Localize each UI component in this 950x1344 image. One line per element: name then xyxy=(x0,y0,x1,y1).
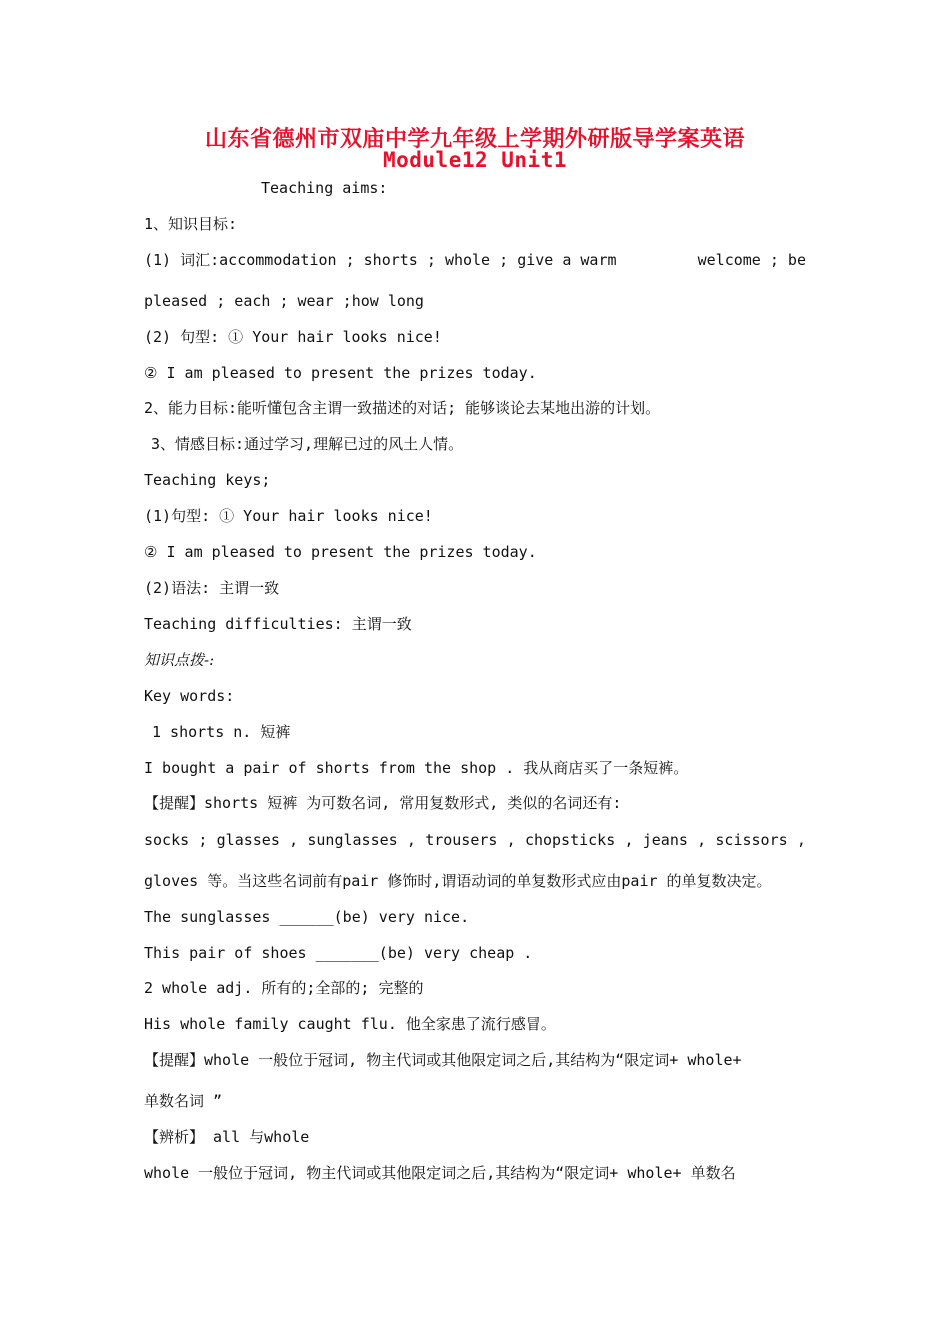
vocab-line-1-words xyxy=(144,250,617,270)
word-whole: 2 whole adj. 所有的;全部的; 完整的 xyxy=(144,979,424,997)
similar-word: chopsticks xyxy=(524,831,616,849)
key-words-heading: Key words: xyxy=(144,687,235,705)
document-title: 山东省德州市双庙中学九年级上学期外研版导学案英语 xyxy=(204,126,745,152)
similar-words-line xyxy=(144,830,806,850)
ability-goal: 2、能力目标:能听懂包含主谓一致描述的对话; 能够谈论去某地出游的计划。 xyxy=(144,399,661,417)
vocab-token: warm xyxy=(580,251,617,269)
similar-word: socks xyxy=(144,831,190,849)
vocab-token: 词汇:accommodation xyxy=(180,251,337,269)
knowledge-goal-heading: 1、知识目标: xyxy=(144,215,238,233)
example-whole: His whole family caught flu. 他全家患了流行感冒。 xyxy=(144,1015,556,1033)
similar-word: , xyxy=(289,831,299,849)
similar-word: , xyxy=(506,831,516,849)
similar-word: jeans xyxy=(642,831,688,849)
tip-shorts-continued: gloves 等。当这些名词前有pair 修饰时,谓语动词的单复数形式应由pair 的单复数决定。 xyxy=(144,872,772,890)
keys-grammar: (2)语法: 主谓一致 xyxy=(144,579,280,597)
similar-word: trousers xyxy=(425,831,498,849)
similar-word: , xyxy=(624,831,634,849)
exercise-2: This pair of shoes _______(be) very cheap . xyxy=(144,944,533,962)
vocab-token: (1) xyxy=(144,251,172,269)
similar-word: sunglasses xyxy=(307,831,398,849)
similar-word: ; xyxy=(198,831,208,849)
tip-whole-continued: 单数名词 ” xyxy=(144,1092,223,1110)
vocab-token: a xyxy=(562,251,572,269)
example-shorts: I bought a pair of shorts from the shop . 我从商店买了一条短裤。 xyxy=(144,759,689,777)
keys-sentence-2: ② I am pleased to present the prizes today. xyxy=(144,543,537,561)
vocab-line-1-end: welcome ; be xyxy=(697,251,806,269)
tip-shorts: 【提醒】shorts 短裤 为可数名词, 常用复数形式, 类似的名词还有: xyxy=(144,794,622,812)
vocab-line-2: pleased ; each ; wear ;how long xyxy=(144,292,424,310)
vocab-token: whole xyxy=(444,251,491,269)
exercise-1: The sunglasses ______(be) very nice. xyxy=(144,908,470,926)
tip-whole: 【提醒】whole 一般位于冠词, 物主代词或其他限定词之后,其结构为“限定词+ whole+ xyxy=(144,1051,742,1069)
keys-sentence-pattern: (1)句型: ① Your hair looks nice! xyxy=(144,507,433,525)
similar-word: , xyxy=(697,831,707,849)
vocab-token: ; xyxy=(345,251,355,269)
vocab-token: give xyxy=(517,251,554,269)
vocab-token: ; xyxy=(499,251,509,269)
vocab-token: shorts xyxy=(363,251,418,269)
similar-word: glasses xyxy=(216,831,280,849)
sentence-pattern: (2) 句型: ① Your hair looks nice! xyxy=(144,328,442,346)
emotion-goal: 3、情感目标:通过学习,理解已过的风土人情。 xyxy=(151,435,464,453)
teaching-keys-heading: Teaching keys; xyxy=(144,471,271,489)
document-subtitle: Module12 Unit1 xyxy=(382,148,567,172)
teaching-aims-heading: Teaching aims: xyxy=(261,179,388,197)
teaching-difficulties: Teaching difficulties: 主谓一致 xyxy=(144,615,412,633)
vocab-line-1 xyxy=(144,250,806,270)
similar-word: , xyxy=(796,831,806,849)
knowledge-point-heading: 知识点拨-: xyxy=(144,651,215,669)
compare-heading: 【辨析】 all 与whole xyxy=(144,1128,310,1146)
vocab-token: ; xyxy=(426,251,436,269)
similar-word: , xyxy=(406,831,416,849)
word-shorts: 1 shorts n. 短裤 xyxy=(152,723,291,741)
compare-text: whole 一般位于冠词, 物主代词或其他限定词之后,其结构为“限定词+ whole+ 单数名 xyxy=(144,1164,736,1182)
similar-word: scissors xyxy=(715,831,788,849)
sentence-2: ② I am pleased to present the prizes today. xyxy=(144,364,537,382)
